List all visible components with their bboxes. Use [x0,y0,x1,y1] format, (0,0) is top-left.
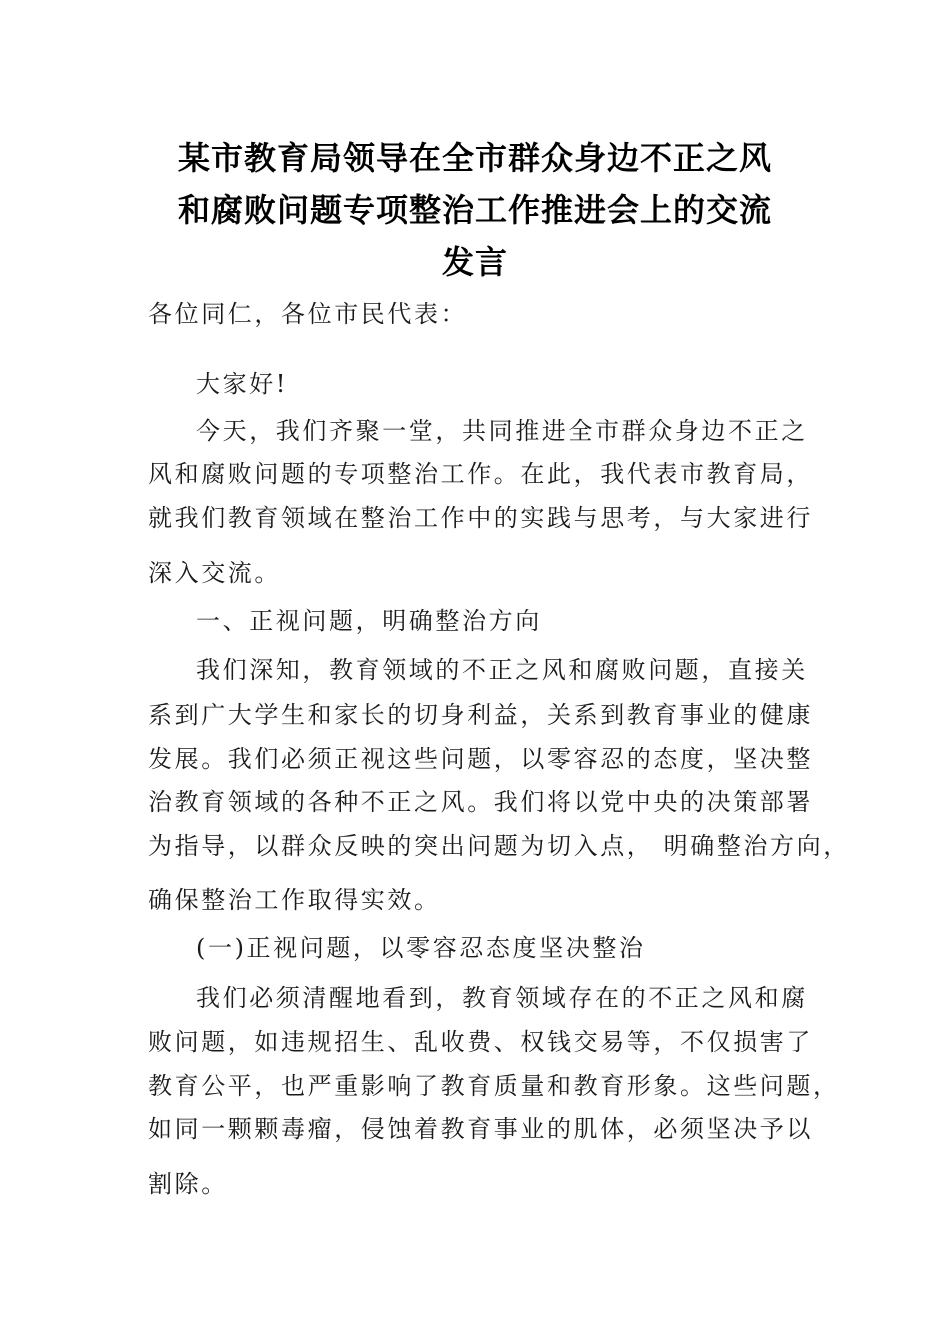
paragraph-line: 风和腐败问题的专项整治工作。在此，我代表市教育局， [148,460,813,488]
title-line: 某市教育局领导在全市群众身边不正之风 [177,139,772,177]
salutation: 各位同仁，各位市民代表： [148,300,468,328]
paragraph-line: 教育公平，也严重影响了教育质量和教育形象。这些问题， [148,1072,840,1100]
paragraph-line: 发展。我们必须正视这些问题，以零容忍的态度，坚决整 [148,745,813,773]
paragraph-line: 确保整治工作取得实效。 [148,886,441,914]
document-title [0,132,950,288]
paragraph-line: 我们必须清醒地看到，教育领域存在的不正之风和腐 [196,984,808,1012]
paragraph-line: 败问题，如违规招生、乱收费、权钱交易等，不仅损害了 [148,1028,813,1056]
greeting: 大家好! [196,370,289,398]
title-line: 和腐败问题专项整治工作推进会上的交流 [177,191,772,229]
paragraph-line: 我们深知，教育领域的不正之风和腐败问题，直接关 [196,656,808,684]
paragraph-line: 治教育领域的各种不正之风。我们将以党中央的决策部署 [148,788,813,816]
paragraph-line: 就我们教育领域在整治工作中的实践与思考，与大家进行 [148,504,813,532]
paragraph-line: 如同一颗颗毒瘤，侵蚀着教育事业的肌体，必须坚决予以 [148,1115,813,1143]
subsection-heading: (一)正视问题，以零容忍态度坚决整治 [196,934,646,962]
paragraph-line: 割除。 [148,1170,228,1198]
paragraph-line: 今天，我们齐聚一堂，共同推进全市群众身边不正之 [196,417,808,445]
paragraph-line: 深入交流。 [148,559,281,587]
paragraph-line: 为指导，以群众反映的突出问题为切入点， 明确整治方向， [148,832,850,860]
paragraph-line: 系到广大学生和家长的切身利益，关系到教育事业的健康 [148,701,813,729]
title-line: 发言 [441,243,508,281]
section-heading: 一、正视问题，明确整治方向 [196,607,542,635]
